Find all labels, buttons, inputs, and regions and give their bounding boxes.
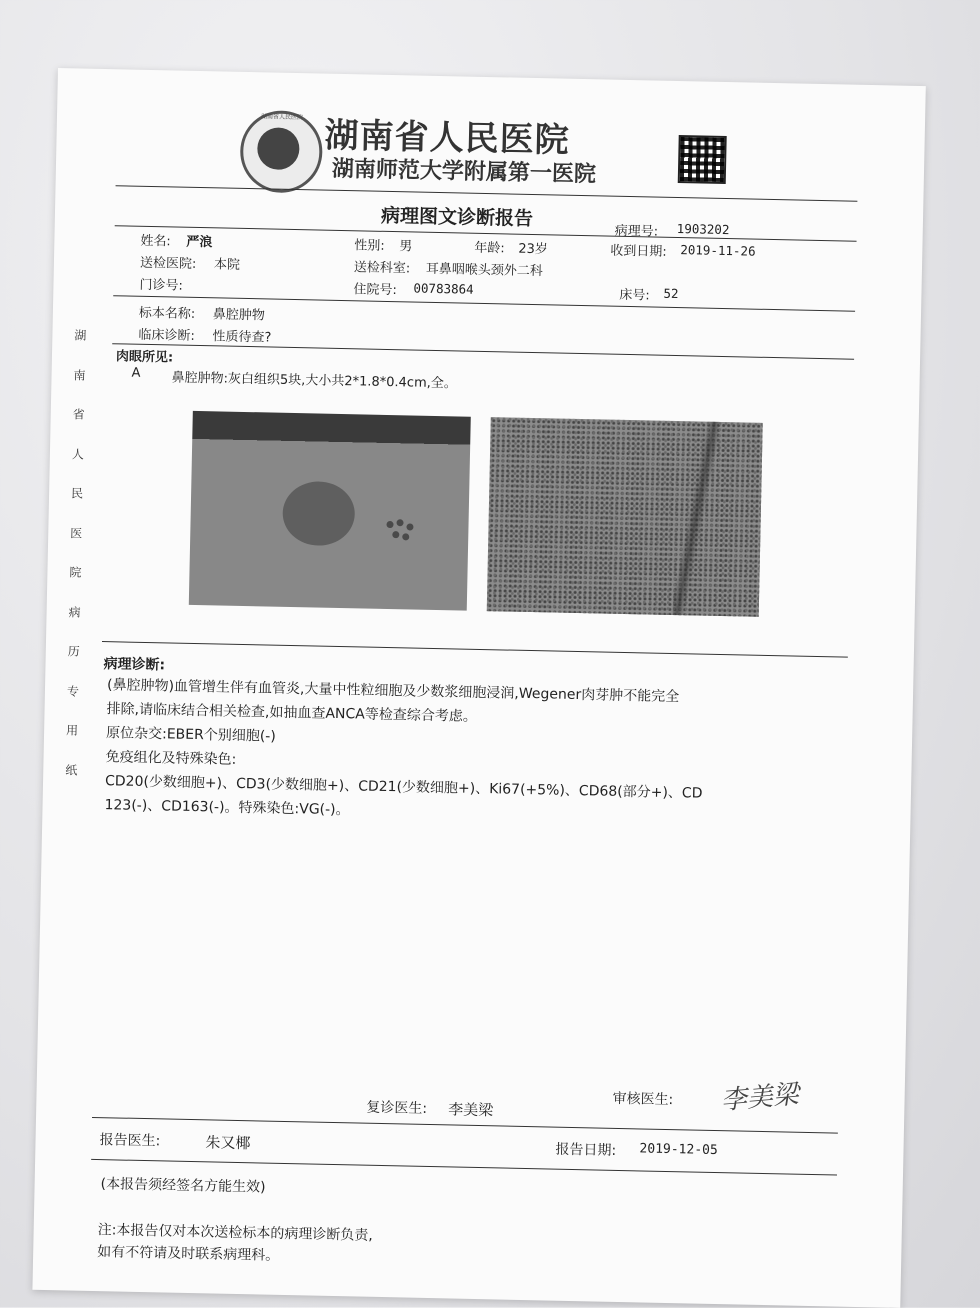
report-paper [32,68,925,1308]
diagnosis-line-3: 原位杂交:EBER个别细胞(-) [105,725,276,745]
side-strip [61,316,91,790]
side-char: 医 [70,525,83,541]
recheck-doctor-name: 李美梁 [448,1100,494,1120]
report-date: 2019-12-05 [639,1141,718,1159]
patient-gender: 男 [399,239,413,255]
side-char: 用 [65,723,79,738]
logo-emblem-icon [257,127,300,170]
logo-ring-text: 湖南省人民医院 [260,113,304,122]
bed-no-label: 床号: [619,287,650,304]
specimen-pieces [386,519,417,546]
gross-item-letter: A [131,365,141,381]
side-char: 省 [72,407,85,422]
inpatient-no-label: 住院号: [353,282,397,299]
sending-dept: 耳鼻咽喉头颈外二科 [425,261,544,280]
diagnosis-line-1: (鼻腔肿物)血管增生伴有血管炎,大量中性粒细胞及少数浆细胞浸润,Wegener肉芽肿不能完全 [106,677,680,706]
received-date-label: 收到日期: [610,243,667,260]
recheck-doctor-label: 复诊医生: [366,1099,428,1117]
report-doctor-name: 朱又椰 [205,1133,251,1153]
specimen-label: 标本名称: [138,305,196,322]
side-char: 人 [71,446,85,462]
bed-no: 52 [663,285,679,302]
age-label: 年龄: [474,240,505,257]
diagnosis-line-5: CD20(少数细胞+)、CD3(少数细胞+)、CD21(少数细胞+)、Ki67(+5%)、CD68(部分+)、CD [104,773,703,802]
disclaimer-line-1: 注:本报告仅对本次送检标本的病理诊断负责, [97,1222,373,1244]
diagnosis-line-4: 免疫组化及特殊染色: [105,749,237,768]
pathology-no-label: 病理号: [614,223,659,240]
histology-photo [487,417,763,617]
pathology-no: 1903202 [676,220,730,238]
side-char: 南 [73,367,86,383]
header-divider [116,185,858,202]
review-doctor-signature: 李美梁 [719,1079,800,1117]
signature-note: (本报告须经签名方能生效) [100,1176,266,1196]
gross-divider [102,641,848,658]
gross-title: 肉眼所见: [115,349,174,366]
clinical-label: 临床诊断: [138,327,195,344]
side-char: 民 [70,486,84,501]
report-date-label: 报告日期: [555,1141,617,1159]
received-date: 2019-11-26 [680,242,756,259]
clinic-no-label: 门诊号: [139,277,184,294]
side-char: 院 [69,565,82,580]
tissue-seam [673,421,719,616]
footer-divider [91,1159,837,1176]
side-char: 湖 [74,328,87,343]
hospital-name: 湖南省人民医院 [324,115,571,161]
clinical-diagnosis: 性质待查? [212,329,272,346]
report-doctor-label: 报告医生: [99,1132,161,1150]
side-char: 纸 [65,762,78,778]
hospital-label: 送检医院: [139,255,197,272]
sending-hospital: 本院 [213,257,241,273]
patient-name: 严浪 [186,234,213,251]
specimen-photo [189,411,471,611]
review-doctor-label: 审核医生: [612,1090,674,1109]
gender-label: 性别: [354,238,385,254]
diagnosis-title: 病理诊断: [103,656,166,674]
report-title: 病理图文诊断报告 [380,204,534,230]
side-char: 专 [66,683,80,699]
side-char: 历 [67,644,80,659]
disclaimer-line-2: 如有不符请及时联系病理科。 [97,1244,280,1264]
diagnosis-line-6: 123(-)、CD163(-)。特殊染色:VG(-)。 [104,797,350,819]
dept-label: 送检科室: [353,260,411,277]
hospital-subtitle: 湖南师范大学附属第一医院 [331,155,597,188]
inpatient-no: 00783864 [413,280,474,297]
side-char: 病 [68,604,81,620]
qr-code-icon [678,135,727,184]
patient-age: 23岁 [518,241,549,258]
name-label: 姓名: [140,233,171,250]
diagnosis-line-2: 排除,请临床结合相关检查,如抽血查ANCA等检查综合考虑。 [106,701,477,725]
specimen-divider [112,343,854,360]
specimen-name: 鼻腔肿物 [212,307,266,324]
gross-description: 鼻腔肿物:灰白组织5块,大小共2*1.8*0.4cm,全。 [171,370,457,392]
specimen-container [282,481,355,546]
hospital-logo [239,110,323,194]
